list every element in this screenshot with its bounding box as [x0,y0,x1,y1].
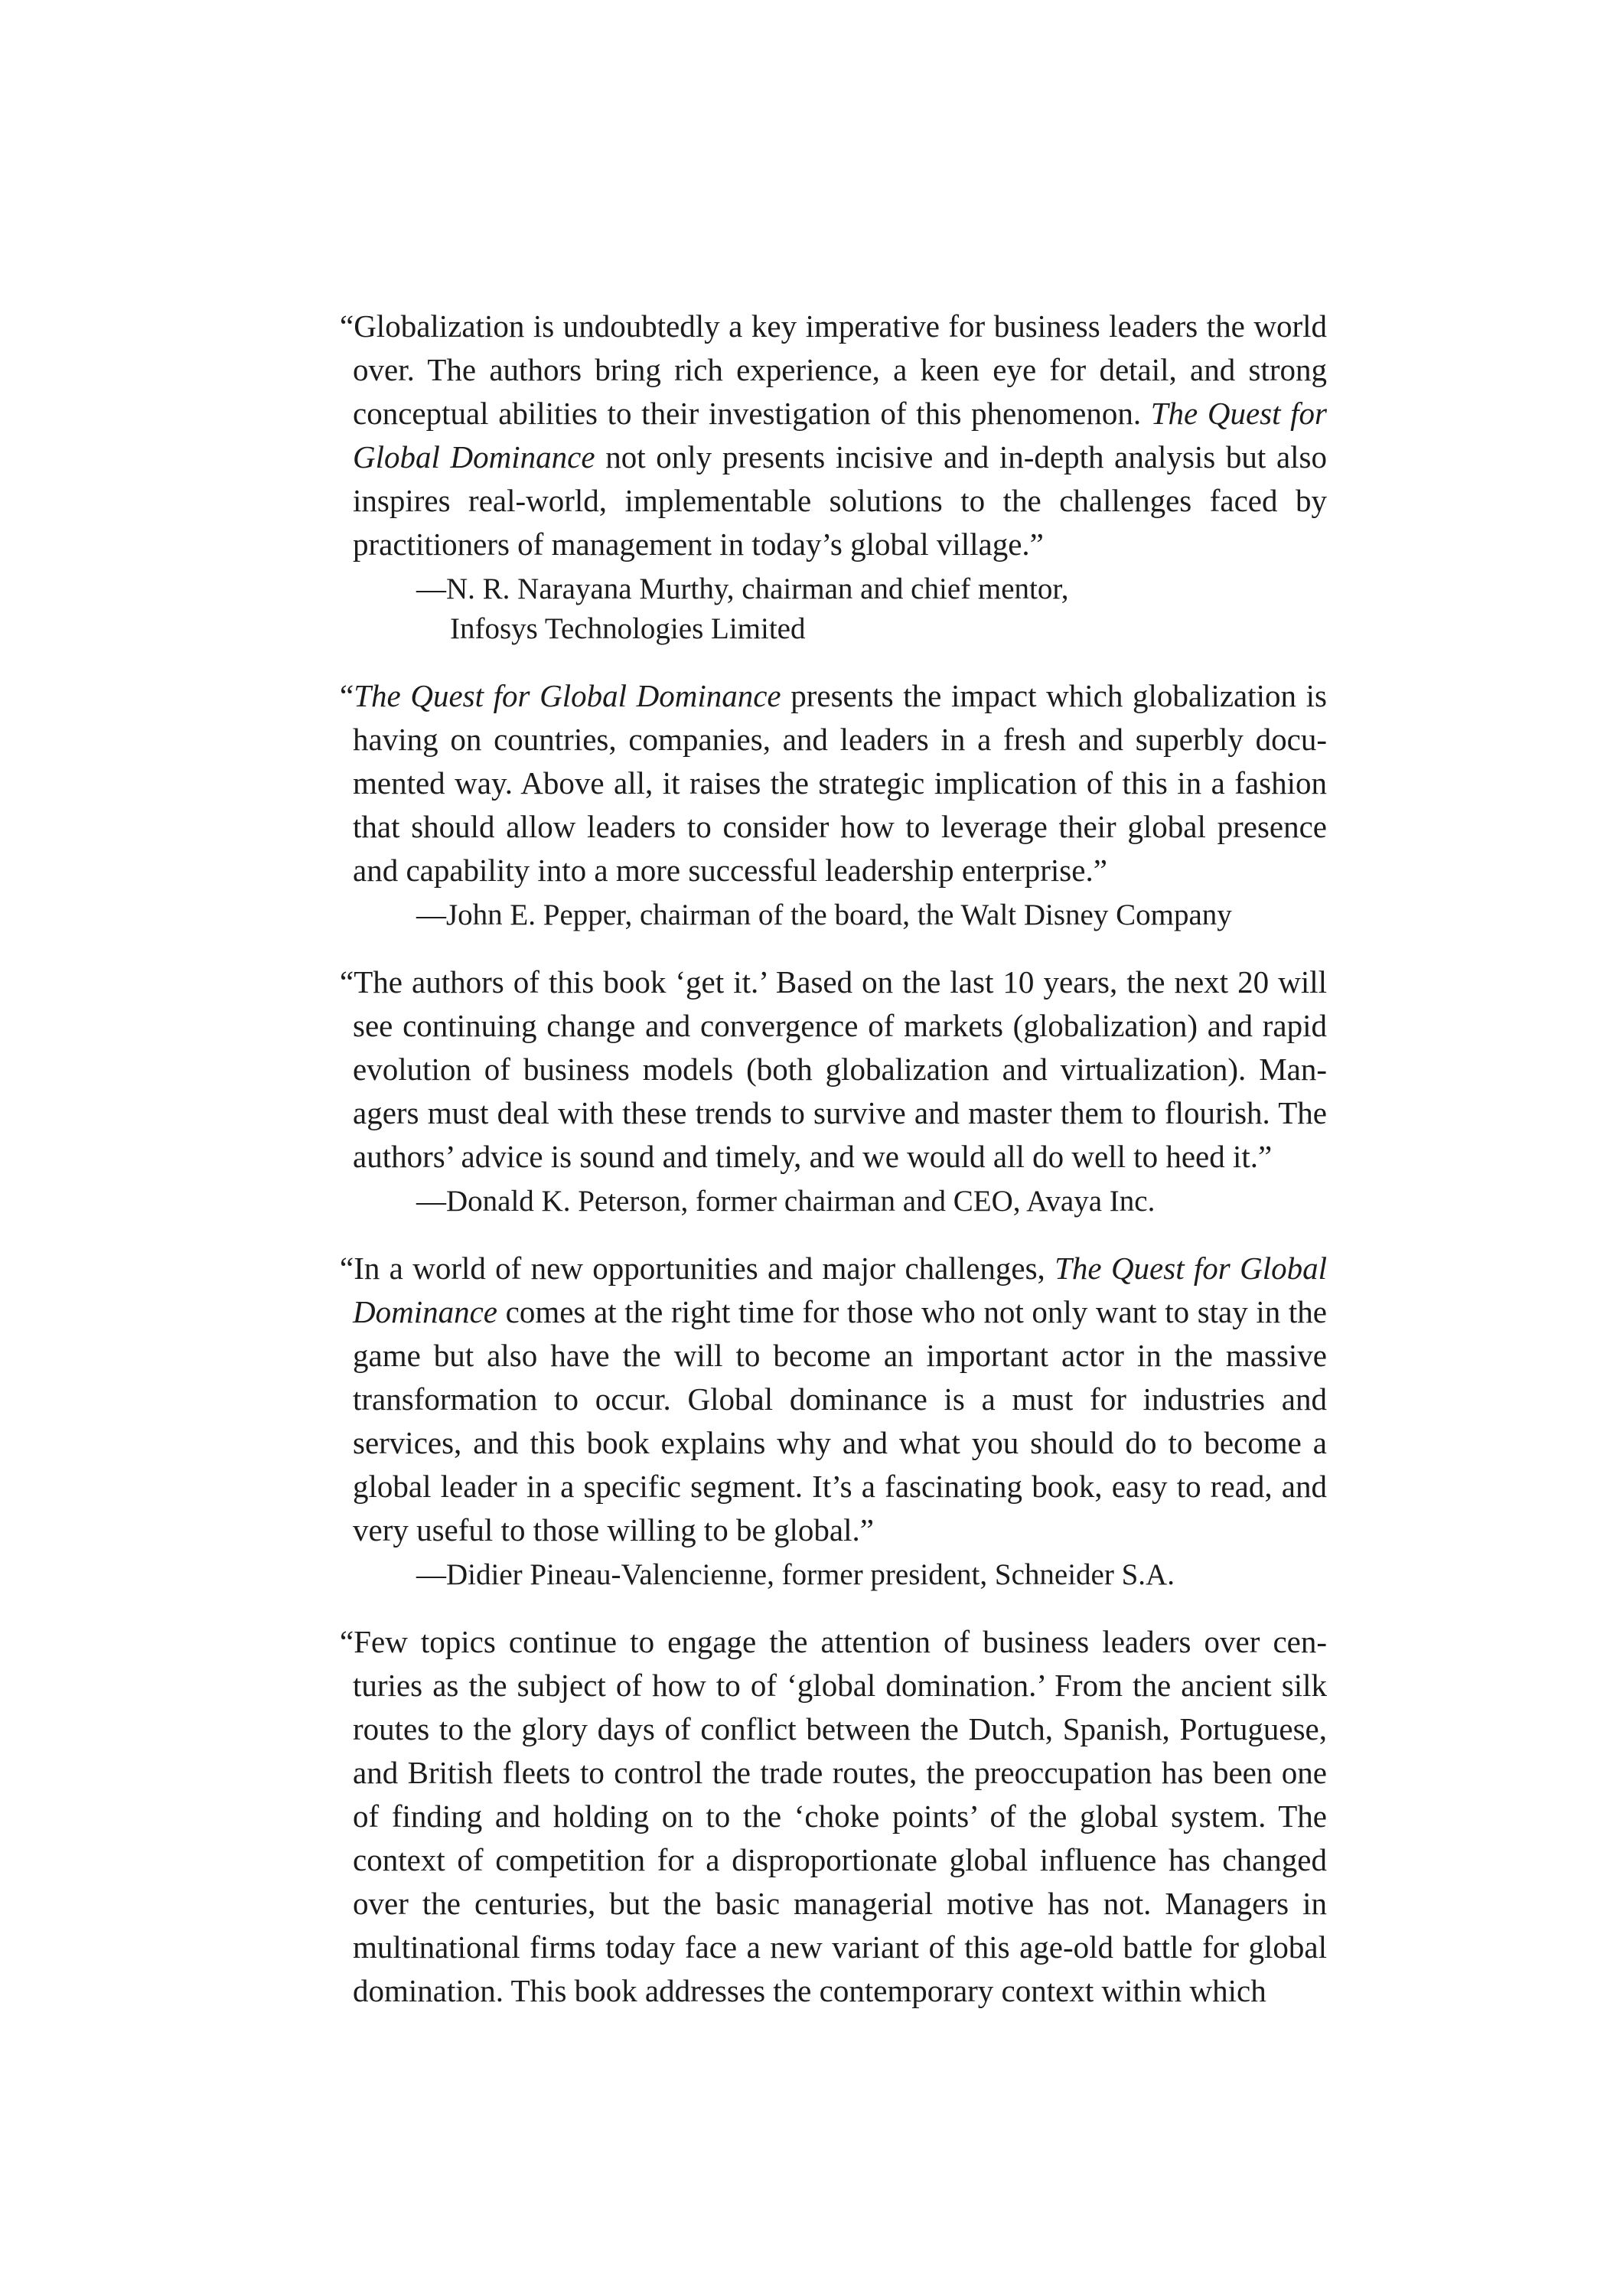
attribution-line: —Didier Pineau-Valencienne, former president, Schneider S.A. [416,1558,1175,1591]
book-title: The Quest for Global Dominance [353,1251,1327,1329]
endorsement-5 [340,1620,1327,2013]
quote-text: “The authors of this book ‘get it.’ Based on the last 10 years, the next 20 will see continuing change and convergence of markets (globalization) and rapid evolution of business models (both globalization and virtualization). Managers must deal with these trends to survive and master them to flourish. The authors’ advice is sound and timely, and we would all do well to heed it.” [340,964,1327,1174]
quote-text: “ [340,678,354,713]
book-title: The Quest for Global Dominance [353,396,1328,475]
endorsement-quote [340,1247,1327,1552]
endorsement-4 [340,1247,1327,1595]
endorsement-quote [340,960,1327,1179]
endorsement-1 [340,305,1327,649]
attribution-line: Infosys Technologies Limited [450,612,806,645]
endorsement-quote [340,674,1327,892]
endorsement-attribution [340,895,1327,935]
attribution-line: —Donald K. Peterson, former chairman and CEO, Avaya Inc. [416,1185,1156,1218]
quote-text: “In a world of new opportunities and major challenges, [340,1251,1055,1286]
quote-text: “Globalization is undoubtedly a key imperative for business leaders the world over. The authors bring rich experience, a keen eye for detail, and strong conceptual abilities to their investigation of this phenomenon. [340,308,1327,431]
book-title: The Quest for Global Dominance [354,678,781,713]
attribution-line: —N. R. Narayana Murthy, chairman and chief mentor, [416,572,1069,605]
quote-text: not only presents incisive and in-depth analysis but also inspires real-world, implementable solutions to the challenges faced by practitioners of management in today’s global village.” [353,439,1327,562]
endorsement-attribution [340,569,1327,649]
endorsement-3 [340,960,1327,1221]
quote-text: comes at the right time for those who not only want to stay in the game but also have the will to become an important actor in the massive transformation to occur. Global dominance is a must for industries and services, and this book explains why and what you should do to become a global leader in a specific segment. It’s a fascinating book, easy to read, and very useful to those willing to be global.” [353,1294,1327,1548]
attribution-line: —John E. Pepper, chairman of the board, the Walt Disney Company [416,899,1232,931]
quote-text: presents the impact which globalization is having on countries, companies, and leaders in a fresh and superbly documented way. Above all, it raises the strategic implication of this in a fashion that should allow leaders to consider how to leverage their global presence and capability into a more successful leadership enterprise.” [353,678,1327,888]
endorsement-2 [340,674,1327,935]
endorsement-quote [340,1620,1327,2013]
quote-text: “Few topics continue to engage the attention of business leaders over centuries as the subject of how to of ‘global domination.’ From the ancient silk routes to the glory days of conflict between the Dutch, Spanish, Portuguese, and British fleets to control the trade routes, the preoccupation has been one of finding and holding on to the ‘choke points’ of the global system. The context of competition for a disproportionate global influence has changed over the centuries, but the basic managerial motive has not. Managers in multinational firms today face a new variant of this age-old battle for global domination. This book addresses the contemporary context within which [340,1624,1327,2008]
endorsement-quote [340,305,1327,566]
endorsements-page [340,305,1327,2038]
endorsement-attribution [340,1555,1327,1595]
endorsement-attribution [340,1182,1327,1221]
